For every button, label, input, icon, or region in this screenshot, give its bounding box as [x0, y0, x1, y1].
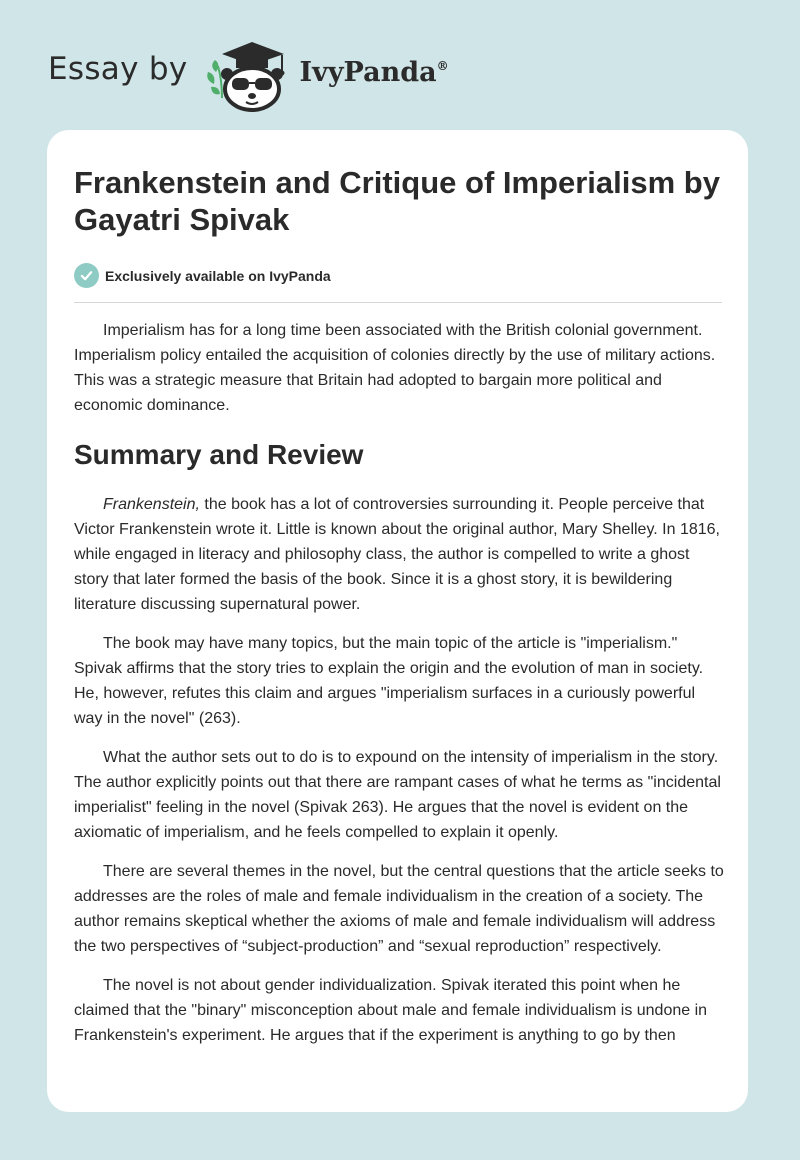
exclusive-badge-label: Exclusively available on IvyPanda — [105, 267, 331, 284]
paragraph-4: There are several themes in the novel, but the central questions that the article seeks to addresses are the roles of male and female individualism in the creation of a society. The author remains skeptical whether the axioms of male and female individualism will address the two perspectives of “subject-production” and “sexual reproduction” respectively. — [74, 863, 724, 955]
ivypanda-logo-icon[interactable] — [202, 32, 294, 112]
book-title-italic: Frankenstein, — [103, 496, 200, 513]
checkmark-icon — [74, 263, 99, 288]
paragraph-1: Frankenstein, the book has a lot of controversies surrounding it. People perceive that Victor Frankenstein wrote it. Little is known about the original author, Mary Shelley. In 1816, while engaged in literacy and philosophy class, the author is compelled to write a ghost story that later formed the basis of the book. Since it is a ghost story, it is bewildering literature discussing supernatural power. — [74, 496, 720, 613]
brand-name: IvyPanda® — [299, 56, 449, 88]
ivy-leaf-icon — [207, 60, 222, 98]
paragraph-2: The book may have many topics, but the main topic of the article is "imperialism." Spivak affirms that the story tries to explain the origin and the evolution of man in society. He, however, refutes this claim and argues "imperialism surfaces in a curiously powerful way in the novel" (263). — [74, 635, 704, 727]
paragraph-intro: Imperialism has for a long time been associated with the British colonial government. Imperialism policy entailed the acquisition of colonies directly by the use of military actions. This was a strategic measure that Britain had adopted to bargain more political and economic dominance. — [74, 322, 716, 414]
essay-card — [47, 130, 748, 1112]
exclusive-badge — [74, 263, 331, 288]
section-heading: Summary and Review — [74, 439, 364, 470]
site-header — [48, 32, 449, 112]
essay-by-label: Essay by — [48, 51, 188, 87]
page-title: Frankenstein and Critique of Imperialism by Gayatri Spivak — [74, 165, 720, 237]
paragraph-5: The novel is not about gender individualization. Spivak iterated this point when he claimed that the "binary" misconception about male and female individualism is undone in Frankenstein's experiment. He argues that if the experiment is anything to go by then — [74, 977, 708, 1044]
paragraph-3: What the author sets out to do is to expound on the intensity of imperialism in the story. The author explicitly points out that there are rampant cases of what he terms as "incidental imperialist" feeling in the novel (Spivak 263). He argues that the novel is evident on the axiomatic of imperialism, and he feels compelled to explain it openly. — [74, 749, 721, 841]
divider — [74, 302, 722, 303]
registered-mark: ® — [436, 58, 449, 73]
essay-body — [74, 318, 726, 1062]
